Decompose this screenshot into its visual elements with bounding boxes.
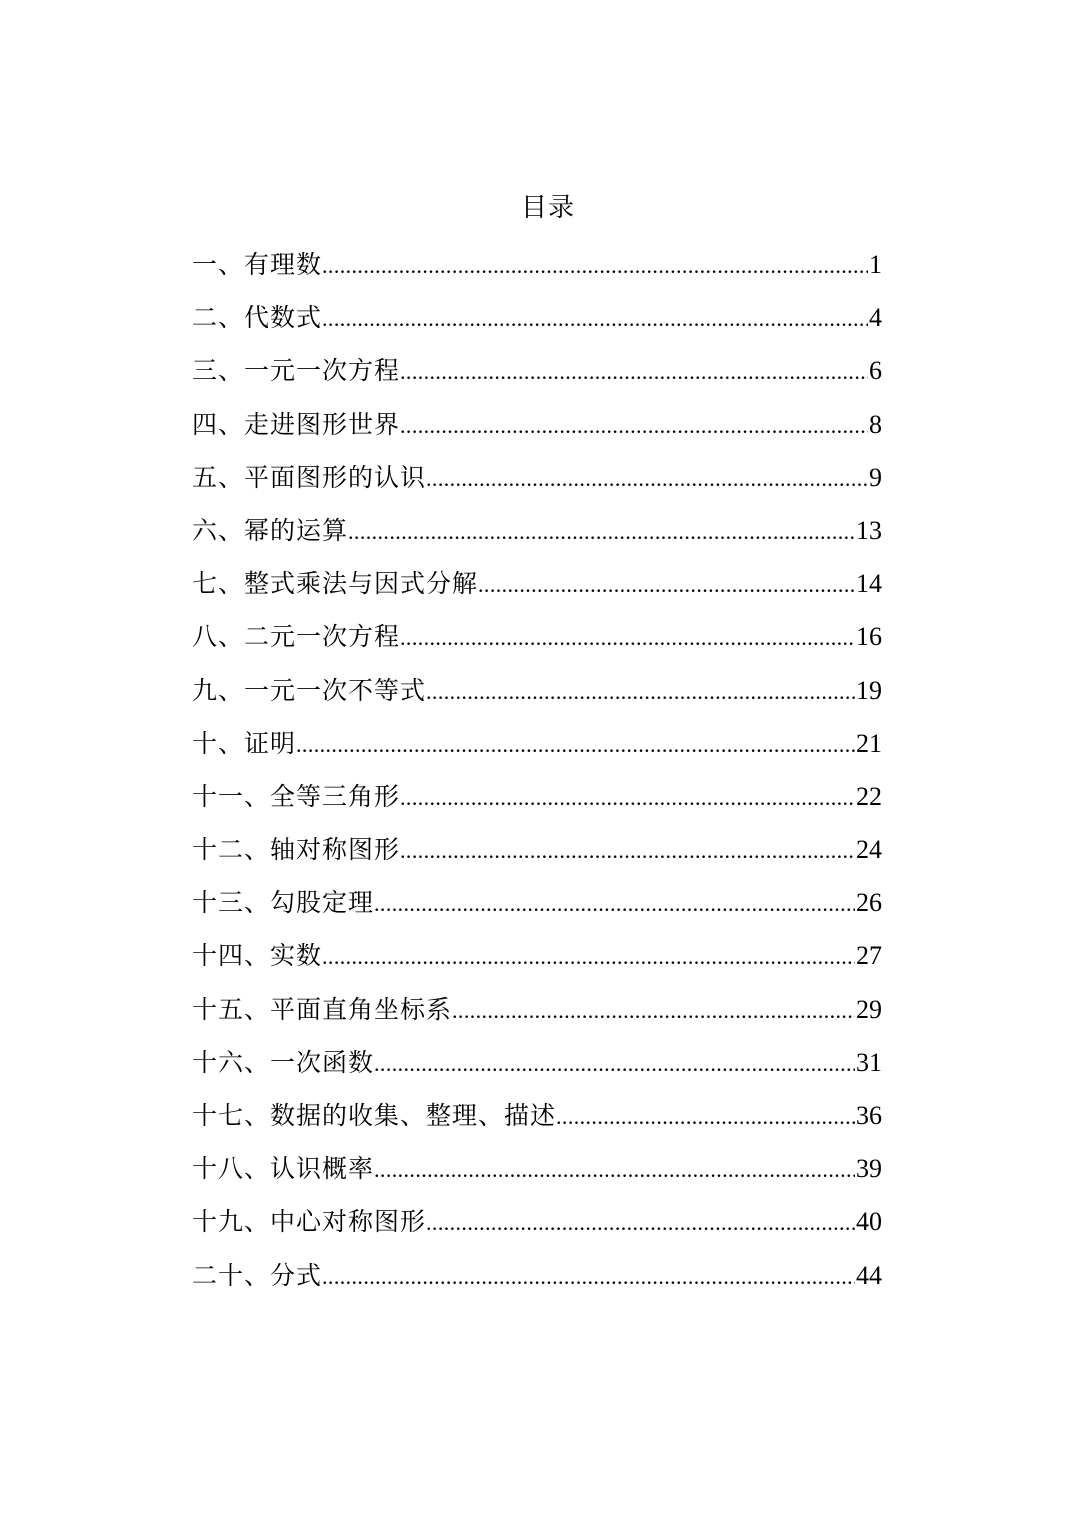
toc-entry-page: 31 [856,1047,882,1077]
toc-leader-dots [296,718,855,770]
toc-leader-dots [400,771,855,823]
toc-leader-dots [400,824,855,876]
toc-leader-dots [426,1196,855,1248]
toc-entry-10[interactable] [192,717,882,770]
toc-entry-label: 九、一元一次不等式 [192,675,427,705]
toc-entry-page: 36 [856,1101,882,1130]
toc-entry-label: 十三、勾股定理 [192,888,375,918]
toc-entry-11[interactable] [192,770,882,823]
toc-entry-3[interactable] [192,344,882,397]
toc-entry-1[interactable] [192,238,882,291]
toc-leader-dots [374,1143,855,1195]
toc-entry-label: 十四、实数 [192,941,323,971]
toc-entry-page: 24 [856,835,882,865]
toc-leader-dots [426,452,868,504]
toc-entry-page: 26 [856,888,882,918]
toc-entry-page: 8 [869,409,882,439]
toc-leader-dots [400,399,868,451]
toc-entry-18[interactable] [192,1142,882,1195]
toc-leader-dots [374,877,855,929]
toc-leader-dots [322,930,855,982]
toc-entry-label: 七、整式乘法与因式分解 [192,569,479,599]
toc-leader-dots [400,345,868,397]
toc-leader-dots [322,1250,855,1302]
toc-entry-16[interactable] [192,1036,882,1089]
toc-entry-page: 40 [856,1207,882,1237]
toc-entry-9[interactable] [192,664,882,717]
toc-entry-label: 十六、一次函数 [192,1047,375,1077]
toc-entry-label: 十一、全等三角形 [192,781,401,811]
toc-entry-4[interactable] [192,398,882,451]
toc-entry-page: 29 [856,994,882,1024]
toc-entry-label: 二十、分式 [192,1260,323,1290]
toc-entry-label: 十八、认识概率 [192,1154,375,1184]
toc-entry-page: 27 [856,941,882,971]
toc-entry-13[interactable] [192,876,882,929]
toc-entry-page: 9 [869,462,882,492]
toc-entry-page: 6 [869,356,882,386]
toc-leader-dots [478,558,855,610]
toc-entry-label: 五、平面图形的认识 [192,462,427,492]
toc-entry-page: 22 [856,781,882,811]
toc-entry-2[interactable] [192,291,882,344]
toc-entry-page: 4 [869,303,882,333]
toc-list [192,238,882,1302]
toc-entry-label: 十二、轴对称图形 [192,835,401,865]
toc-entry-17[interactable] [192,1089,882,1142]
toc-entry-label: 十七、数据的收集、整理、描述 [192,1101,557,1130]
toc-leader-dots [556,1090,855,1142]
toc-entry-page: 44 [856,1260,882,1290]
toc-leader-dots [426,665,855,717]
toc-entry-label: 八、二元一次方程 [192,622,401,652]
toc-leader-dots [400,611,855,663]
toc-entry-12[interactable] [192,823,882,876]
toc-entry-label: 一、有理数 [192,250,323,279]
toc-entry-page: 1 [869,250,882,279]
toc-entry-page: 14 [856,569,882,599]
toc-entry-14[interactable] [192,929,882,982]
toc-entry-20[interactable] [192,1249,882,1302]
toc-entry-page: 39 [856,1154,882,1184]
toc-entry-label: 十、证明 [192,728,297,758]
toc-entry-6[interactable] [192,504,882,557]
toc-title: 目录 [520,193,575,223]
toc-entry-label: 三、一元一次方程 [192,356,401,386]
toc-entry-page: 21 [856,728,882,758]
toc-leader-dots [322,292,868,344]
toc-entry-15[interactable] [192,983,882,1036]
toc-entry-8[interactable] [192,610,882,663]
toc-entry-page: 16 [856,622,882,652]
toc-entry-19[interactable] [192,1195,882,1248]
toc-entry-label: 六、幂的运算 [192,515,349,545]
toc-entry-page: 13 [856,515,882,545]
toc-entry-5[interactable] [192,451,882,504]
toc-leader-dots [452,984,855,1036]
toc-entry-page: 19 [856,675,882,705]
toc-entry-label: 十九、中心对称图形 [192,1207,427,1237]
toc-leader-dots [348,505,855,557]
toc-leader-dots [322,239,868,291]
toc-entry-7[interactable] [192,557,882,610]
toc-leader-dots [374,1037,855,1089]
toc-entry-label: 十五、平面直角坐标系 [192,994,453,1024]
toc-entry-label: 四、走进图形世界 [192,409,401,439]
toc-entry-label: 二、代数式 [192,303,323,333]
